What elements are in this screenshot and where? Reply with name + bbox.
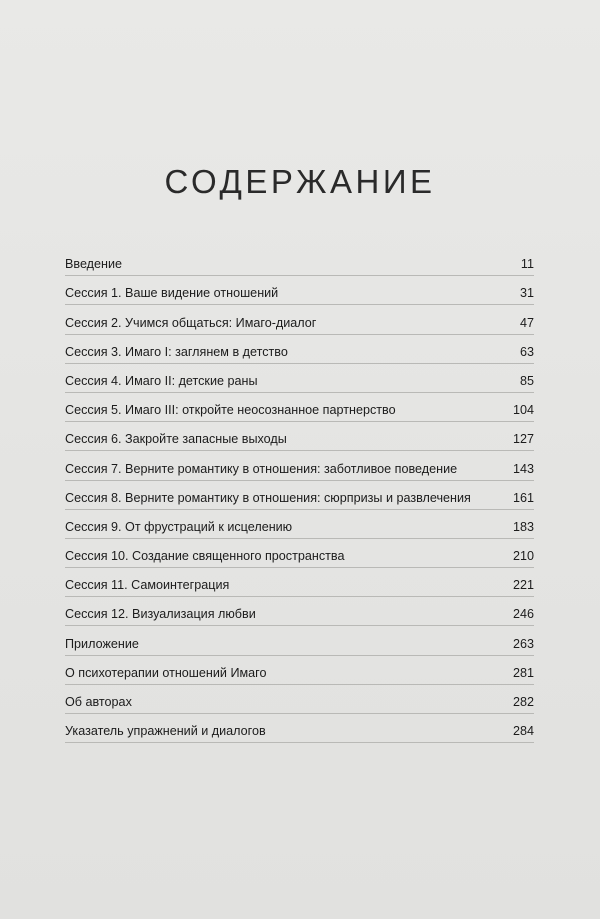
toc-entry-title: Приложение [65,636,139,651]
toc-entry-page-number: 31 [519,286,534,301]
toc-entry[interactable] [65,446,534,475]
toc-entry-title: Сессия 10. Создание священного пространства [65,549,345,564]
toc-entry-title: Сессия 7. Верните романтику в отношения: заботливое поведение [65,461,458,476]
toc-entry-page-number: 85 [519,373,534,388]
toc-entry-title: Сессия 11. Самоинтеграция [65,578,230,593]
toc-entry-title: Указатель упражнений и диалогов [65,724,266,739]
toc-entry[interactable] [65,651,534,680]
toc-entry-title: Сессия 1. Ваше видение отношений [65,286,279,301]
toc-entry-title: Сессия 3. Имаго I: заглянем в детство [65,344,288,359]
table-of-contents [65,242,534,738]
toc-entry-title: Сессия 9. От фрустраций к исцелению [65,519,293,534]
toc-entry[interactable] [65,680,534,709]
toc-entry[interactable] [65,476,534,505]
toc-entry[interactable] [65,563,534,592]
toc-entry[interactable] [65,592,534,621]
toc-entry-title: О психотерапии отношений Имаго [65,665,267,680]
page-title: СОДЕРЖАНИЕ [164,163,436,200]
toc-entry-title: Сессия 2. Учимся общаться: Имаго-диалог [65,315,317,330]
toc-entry-page-number: 47 [519,315,534,330]
toc-entry-title: Сессия 4. Имаго II: детские раны [65,373,258,388]
toc-entry[interactable] [65,709,534,738]
toc-entry-page-number: 104 [512,403,534,418]
toc-entry-page-number: 282 [512,695,534,709]
toc-entry[interactable] [65,271,534,300]
toc-entry-title: Сессия 6. Закройте запасные выходы [65,432,287,447]
toc-entry[interactable] [65,621,534,650]
toc-entry-title: Об авторах [65,695,132,709]
toc-entry-title: Введение [65,257,123,272]
toc-entry[interactable] [65,242,534,271]
toc-entry[interactable] [65,534,534,563]
toc-entry-title: Сессия 12. Визуализация любви [65,607,256,622]
toc-entry-page-number: 127 [512,432,534,447]
toc-entry-title: Сессия 5. Имаго III: откройте неосознанное партнерство [65,403,396,418]
toc-entry[interactable] [65,388,534,417]
toc-entry-page-number: 221 [512,578,534,593]
toc-entry-page-number: 11 [520,257,534,272]
toc-entry-page-number: 161 [512,490,534,505]
toc-entry-page-number: 263 [512,636,534,651]
toc-entry-page-number: 284 [512,724,534,739]
toc-entry[interactable] [65,330,534,359]
toc-entry-page-number: 210 [512,549,534,564]
toc-entry[interactable] [65,505,534,534]
toc-entry[interactable] [65,417,534,446]
toc-entry[interactable] [65,359,534,388]
toc-entry[interactable] [65,300,534,329]
toc-entry-page-number: 281 [512,665,534,680]
toc-entry-page-number: 143 [512,461,534,476]
toc-entry-title: Сессия 8. Верните романтику в отношения: сюрпризы и развлечения [65,490,471,505]
toc-entry-page-number: 183 [512,519,534,534]
toc-entry-page-number: 63 [519,344,534,359]
toc-entry-page-number: 246 [512,607,534,622]
